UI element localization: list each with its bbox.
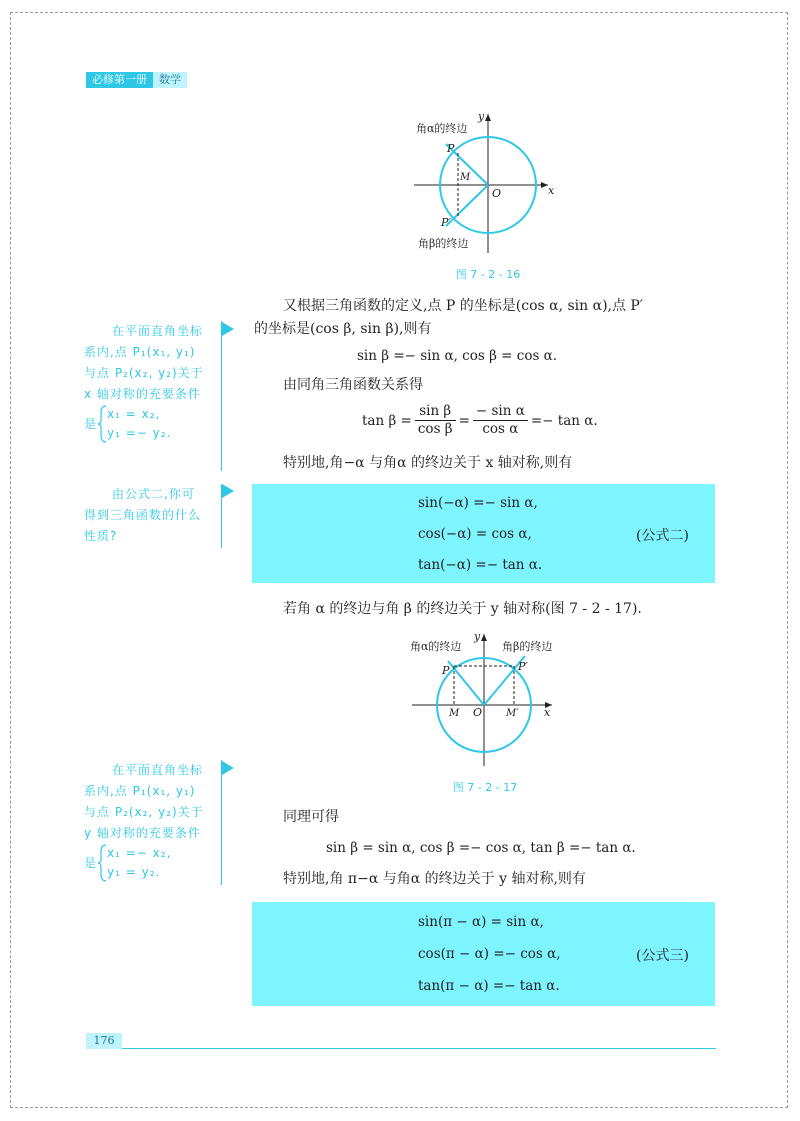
note-1-condition [84, 405, 215, 443]
fig2-axis-x: x [544, 706, 551, 719]
formula-2-line-1: sin(−α) =− sin α, [418, 495, 538, 511]
equation-1: sin β =− sin α, cos β = cos α. [357, 348, 558, 364]
note-2-line-1: 由公式二,你可 [112, 487, 195, 501]
side-note-3 [84, 760, 222, 885]
subject-label: 数学 [153, 72, 187, 88]
eq2-fraction-2 [473, 403, 528, 438]
fig1-point-o: O [492, 187, 502, 200]
note-2-line-2: 得到三角函数的什么 [84, 508, 202, 522]
fig2-point-o: O [473, 706, 483, 719]
note-2-arrow-icon [222, 484, 234, 498]
eq2-num-1: sin β [415, 403, 456, 421]
note-3-cond-2: y₁ = y₂. [107, 865, 161, 879]
fig1-point-pp: P′ [441, 216, 451, 229]
note-3-line-4: y 轴对称的充要条件 [84, 826, 201, 840]
brace-icon [97, 405, 107, 443]
running-header [86, 72, 187, 88]
fig2-axis-y: y [474, 630, 481, 643]
paragraph-6: 特别地,角 π−α 与角α 的终边关于 y 轴对称,则有 [283, 871, 586, 887]
note-1-line-3: 与点 P₂(x₂, y₂)关于 [84, 366, 204, 380]
fig2-point-m: M [449, 708, 460, 719]
formula-2-line-2: cos(−α) = cos α, [418, 526, 532, 542]
note-1-line-4: x 轴对称的充要条件 [84, 387, 201, 401]
fig2-label-alpha: 角α的终边 [410, 640, 462, 653]
note-1-cond-1: x₁ = x₂, [107, 407, 161, 421]
formula-2-box [252, 484, 715, 583]
footer-rule [122, 1048, 716, 1049]
note-1-line-2: 系内,点 P₁(x₁, y₁) [84, 345, 196, 359]
fig1-point-p: P [447, 142, 455, 155]
fig1-point-m: M [460, 172, 471, 183]
fig2-label-beta: 角β的终边 [502, 640, 553, 653]
fig2-point-pp: P′ [518, 660, 528, 673]
side-note-1 [84, 321, 222, 471]
paragraph-3: 特别地,角−α 与角α 的终边关于 x 轴对称,则有 [283, 455, 573, 471]
formula-3-box [252, 902, 715, 1006]
formula-3-tag: (公式三) [636, 948, 689, 964]
figure-7-2-17 [406, 630, 566, 770]
note-3-line-1: 在平面直角坐标 [112, 763, 204, 777]
note-3-prefix: 是 [84, 855, 98, 870]
paragraph-1-line-1: 又根据三角函数的定义,点 P 的坐标是(cos α, sin α),点 P′ [283, 298, 644, 314]
eq2-mid: = [458, 412, 470, 429]
fig2-point-p: P [442, 664, 450, 677]
note-2-line-3: 性质? [84, 529, 118, 543]
paragraph-4: 若角 α 的终边与角 β 的终边关于 y 轴对称(图 7 - 2 - 17). [283, 601, 642, 617]
formula-3-line-2: cos(π − α) =− cos α, [418, 946, 561, 962]
formula-2-tag: (公式二) [636, 528, 689, 544]
fig2-point-mp: M′ [506, 708, 519, 719]
book-label: 必修第一册 [86, 72, 153, 88]
note-3-arrow-icon [222, 761, 234, 775]
figure-caption-1: 图 7 - 2 - 16 [455, 268, 521, 281]
note-3-cond-1: x₁ =− x₂, [107, 846, 172, 860]
brace-icon [97, 844, 107, 882]
paragraph-5: 同理可得 [283, 809, 339, 825]
formula-3-line-3: tan(π − α) =− tan α. [418, 978, 560, 994]
fig1-label-beta: 角β的终边 [418, 237, 469, 250]
formula-3-line-1: sin(π − α) = sin α, [418, 914, 544, 930]
equation-2 [362, 403, 598, 438]
figure-caption-2: 图 7 - 2 - 17 [452, 781, 518, 794]
page-number: 176 [86, 1033, 122, 1049]
fig1-axis-x: x [548, 184, 555, 197]
formula-2-line-3: tan(−α) =− tan α. [418, 557, 543, 573]
eq2-den-2: cos α [482, 421, 519, 437]
equation-3: sin β = sin α, cos β =− cos α, tan β =− tan α. [326, 840, 636, 856]
paragraph-2: 由同角三角函数关系得 [283, 377, 423, 393]
fig1-axis-y: y [478, 110, 485, 123]
side-note-2 [84, 484, 222, 548]
note-3-line-3: 与点 P₂(x₂, y₂)关于 [84, 805, 204, 819]
eq2-fraction-1 [415, 403, 456, 438]
note-3-condition [84, 844, 215, 882]
note-3-line-2: 系内,点 P₁(x₁, y₁) [84, 784, 196, 798]
note-1-prefix: 是 [84, 416, 98, 431]
eq2-den-1: cos β [417, 421, 453, 437]
eq2-num-2: − sin α [473, 403, 528, 421]
note-1-line-1: 在平面直角坐标 [112, 324, 204, 338]
eq2-right: =− tan α. [530, 412, 598, 429]
fig1-label-alpha: 角α的终边 [416, 122, 468, 135]
note-1-arrow-icon [222, 322, 234, 336]
paragraph-1-line-2: 的坐标是(cos β, sin β),则有 [254, 321, 432, 337]
eq2-left: tan β = [362, 412, 412, 429]
figure-7-2-16 [408, 108, 568, 258]
note-1-cond-2: y₁ =− y₂. [107, 426, 172, 440]
